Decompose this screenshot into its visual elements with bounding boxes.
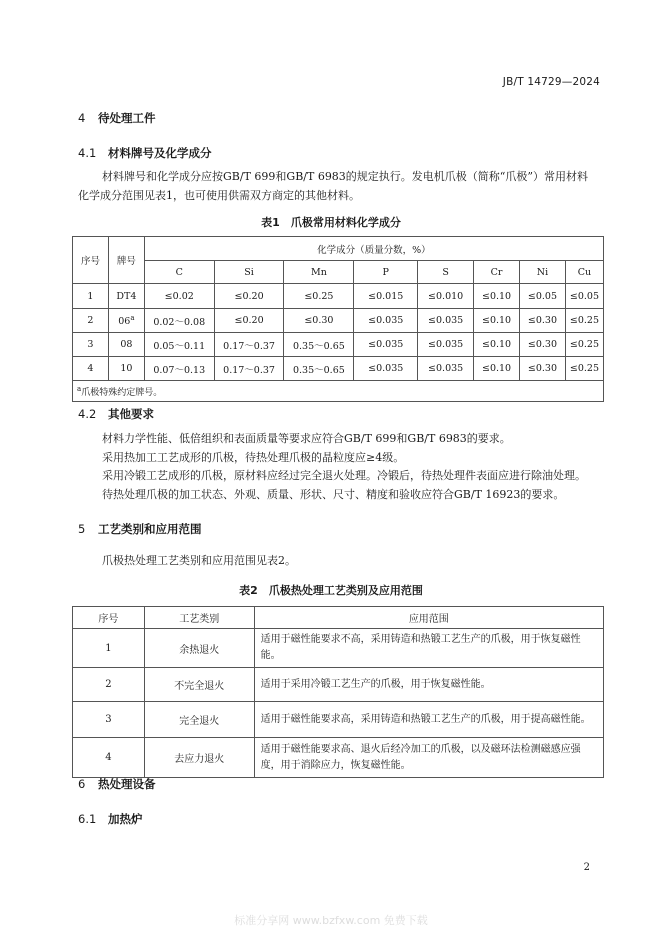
- cell-value: ≤0.20: [214, 309, 284, 333]
- page-number: 2: [583, 862, 590, 873]
- cell-value: ≤0.015: [354, 284, 418, 309]
- cell-type: 余热退火: [144, 629, 254, 668]
- cell-value: ≤0.035: [418, 357, 474, 381]
- section-6-heading: [78, 776, 156, 792]
- section-number: 4: [78, 111, 86, 125]
- table-header-row: [73, 607, 604, 629]
- cell-scope: 适用于磁性能要求不高，采用铸造和热锻工艺生产的爪极，用于恢复磁性能。: [254, 629, 603, 668]
- footer-watermark: 标准分享网 www.bzfxw.com 免费下载: [234, 914, 428, 927]
- cell-value: 0.35～0.65: [284, 333, 354, 357]
- cell-value: ≤0.20: [214, 284, 284, 309]
- cell-scope: 适用于磁性能要求高、退火后经冷加工的爪极，以及磁环法检测磁感应强度，用于消除应力，恢复磁性能。: [254, 738, 603, 778]
- section-5-heading: [78, 521, 202, 537]
- element-header: Si: [214, 261, 284, 284]
- table-row: [73, 309, 604, 333]
- cell-value: ≤0.05: [520, 284, 566, 309]
- cell-seq: 3: [73, 702, 145, 738]
- section-4-2-heading: [78, 406, 154, 422]
- cell-grade: [108, 309, 144, 333]
- cell-type: 去应力退火: [144, 738, 254, 778]
- footnote-mark: a: [77, 384, 82, 393]
- cell-type: 不完全退火: [144, 668, 254, 702]
- cell-value: ≤0.30: [520, 309, 566, 333]
- cell-value: ≤0.035: [354, 357, 418, 381]
- cell-seq: 2: [73, 668, 145, 702]
- section-title: 材料牌号及化学成分: [108, 146, 212, 160]
- section-number: 4.1: [78, 146, 97, 160]
- cell-value: ≤0.30: [520, 357, 566, 381]
- section-title: 其他要求: [108, 407, 154, 421]
- cell-value: ≤0.25: [565, 309, 603, 333]
- section-title: 热处理设备: [98, 777, 156, 791]
- cell-value: 0.17～0.37: [214, 333, 284, 357]
- cell-grade: DT4: [108, 284, 144, 309]
- cell-value: ≤0.05: [565, 284, 603, 309]
- element-header-row: [73, 261, 604, 284]
- section-title: 待处理工件: [98, 111, 156, 125]
- cell-seq: 1: [73, 629, 145, 668]
- cell-value: 0.17～0.37: [214, 357, 284, 381]
- cell-seq: 2: [73, 309, 109, 333]
- cell-type: 完全退火: [144, 702, 254, 738]
- cell-value: ≤0.10: [474, 357, 520, 381]
- header-seq: 序号: [73, 237, 109, 284]
- cell-value: 0.35～0.65: [284, 357, 354, 381]
- table-1: [72, 236, 604, 402]
- section-6-1-heading: [78, 811, 143, 827]
- cell-scope: 适用于磁性能要求高，采用铸造和热锻工艺生产的爪极，用于提高磁性能。: [254, 702, 603, 738]
- table-row: [73, 357, 604, 381]
- paragraph-line: 采用热加工工艺成形的爪极，待热处理爪极的晶粒度应≥4级。: [102, 450, 405, 464]
- cell-value: ≤0.25: [565, 357, 603, 381]
- cell-seq: 4: [73, 357, 109, 381]
- cell-value: ≤0.10: [474, 284, 520, 309]
- header-type: 工艺类别: [144, 607, 254, 629]
- header-grade: 牌号: [108, 237, 144, 284]
- cell-value: ≤0.035: [418, 309, 474, 333]
- cell-seq: 1: [73, 284, 109, 309]
- cell-value: ≤0.30: [284, 309, 354, 333]
- table-row: [73, 333, 604, 357]
- grade-text: 06: [118, 316, 131, 328]
- section-number: 4.2: [78, 407, 97, 421]
- cell-value: ≤0.010: [418, 284, 474, 309]
- document-code: JB/T 14729—2024: [502, 76, 600, 88]
- cell-grade: 10: [108, 357, 144, 381]
- section-4-heading: [78, 110, 156, 126]
- paragraph-line: 待热处理爪极的加工状态、外观、质量、形状、尺寸、精度和验收应符合GB/T 16923的要求。: [102, 487, 565, 501]
- cell-scope: 适用于采用冷锻工艺生产的爪极，用于恢复磁性能。: [254, 668, 603, 702]
- header-seq: 序号: [73, 607, 145, 629]
- paragraph-5: 爪极热处理工艺类别和应用范围见表2。: [102, 554, 296, 567]
- element-header: Cr: [474, 261, 520, 284]
- section-number: 6: [78, 777, 86, 791]
- element-header: Cu: [565, 261, 603, 284]
- cell-value: ≤0.10: [474, 333, 520, 357]
- cell-value: ≤0.02: [144, 284, 214, 309]
- table-row: [73, 668, 604, 702]
- header-scope: 应用范围: [254, 607, 603, 629]
- header-composition: 化学成分（质量分数，%）: [144, 237, 603, 261]
- paragraph-4-2: [102, 430, 622, 504]
- table-1-footnote: [73, 381, 604, 402]
- cell-value: 0.05～0.11: [144, 333, 214, 357]
- paragraph-line: 材料力学性能、低倍组织和表面质量等要求应符合GB/T 699和GB/T 6983的要求。: [102, 432, 511, 445]
- cell-seq: 3: [73, 333, 109, 357]
- cell-value: ≤0.25: [284, 284, 354, 309]
- cell-value: 0.02～0.08: [144, 309, 214, 333]
- cell-value: ≤0.25: [565, 333, 603, 357]
- table-1-caption: 表1 爪极常用材料化学成分: [261, 216, 401, 229]
- table-row: [73, 738, 604, 778]
- paragraph-line: 化学成分范围见表1，也可使用供需双方商定的其他材料。: [78, 188, 360, 202]
- paragraph-line: 材料牌号和化学成分应按GB/T 699和GB/T 6983的规定执行。发电机爪极（简称“爪极”）常用材料: [102, 170, 589, 183]
- cell-value: ≤0.035: [354, 333, 418, 357]
- section-title: 工艺类别和应用范围: [98, 522, 202, 536]
- cell-seq: 4: [73, 738, 145, 778]
- section-number: 5: [78, 522, 86, 536]
- table-row: [73, 284, 604, 309]
- cell-value: 0.07～0.13: [144, 357, 214, 381]
- table-2-caption: 表2 爪极热处理工艺类别及应用范围: [239, 584, 423, 597]
- table-row: [73, 629, 604, 668]
- footnote-mark: a: [130, 313, 135, 322]
- element-header: Ni: [520, 261, 566, 284]
- footnote-text: 爪极特殊约定牌号。: [81, 387, 163, 398]
- section-title: 加热炉: [108, 812, 143, 826]
- table-row: [73, 702, 604, 738]
- paragraph-line: 采用冷锻工艺成形的爪极，原材料应经过完全退火处理。冷锻后，待热处理件表面应进行除油处理。: [102, 469, 586, 482]
- paragraph-4-1: [78, 168, 622, 205]
- section-number: 6.1: [78, 812, 97, 826]
- section-4-1-heading: [78, 145, 212, 161]
- element-header: Mn: [284, 261, 354, 284]
- cell-value: ≤0.10: [474, 309, 520, 333]
- cell-value: ≤0.035: [418, 333, 474, 357]
- cell-value: ≤0.30: [520, 333, 566, 357]
- element-header: P: [354, 261, 418, 284]
- element-header: C: [144, 261, 214, 284]
- table-2: [72, 606, 604, 778]
- element-header: S: [418, 261, 474, 284]
- cell-grade: 08: [108, 333, 144, 357]
- cell-value: ≤0.035: [354, 309, 418, 333]
